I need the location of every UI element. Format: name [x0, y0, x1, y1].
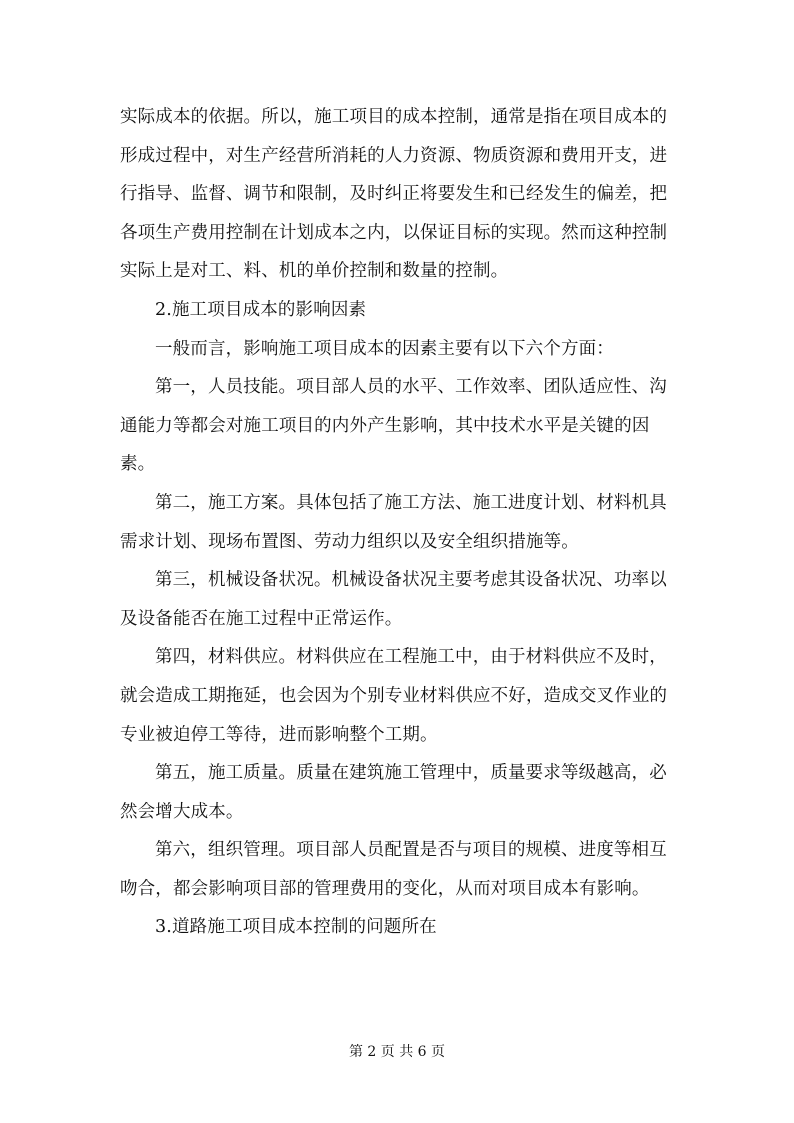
section-heading-3: 3.道路施工项目成本控制的问题所在	[155, 917, 437, 938]
section-heading-2: 2.施工项目成本的影响因素	[155, 299, 367, 320]
paragraph-continued: 实际成本的依据。所以，施工项目的成本控制，通常是指在项目成本的形成过程中，对生产经营所消耗的人力资源、物质资源和费用开支，进行指导、监督、调节和限制，及时纠正将要发生和已经发生的偏差，把各项生产费用控制在计划成本之内，以保证目标的实现。然而这种控制实际上是对工、料、机的单价控制和数量的控制。	[120, 107, 668, 282]
paragraph-factor-3: 第三，机械设备状况。机械设备状况主要考虑其设备状况、功率以及设备能否在施工过程中正常运作。	[120, 570, 667, 629]
paragraph-factor-4: 第四，材料供应。材料供应在工程施工中，由于材料供应不及时，就会造成工期拖延，也会因为个别专业材料供应不好，造成交叉作业的专业被迫停工等待，进而影响整个工期。	[120, 647, 668, 745]
page-number-label: 第 2 页 共 6 页	[348, 1044, 446, 1060]
document-body	[120, 98, 680, 947]
paragraph-factor-2: 第二，施工方案。具体包括了施工方法、施工进度计划、材料机具需求计划、现场布置图、劳动力组织以及安全组织措施等。	[120, 492, 667, 552]
paragraph-factor-5: 第五，施工质量。质量在建筑施工管理中，质量要求等级越高，必然会增大成本。	[120, 763, 667, 822]
paragraph-intro: 一般而言，影响施工项目成本的因素主要有以下六个方面：	[155, 338, 614, 359]
paragraph-factor-6: 第六，组织管理。项目部人员配置是否与项目的规模、进度等相互吻合，都会影响项目部的管理费用的变化，从而对项目成本有影响。	[120, 840, 667, 899]
paragraph-factor-1: 第一，人员技能。项目部人员的水平、工作效率、团队适应性、沟通能力等都会对施工项目的内外产生影响，其中技术水平是关键的因素。	[120, 377, 667, 475]
page-footer	[0, 1043, 794, 1061]
